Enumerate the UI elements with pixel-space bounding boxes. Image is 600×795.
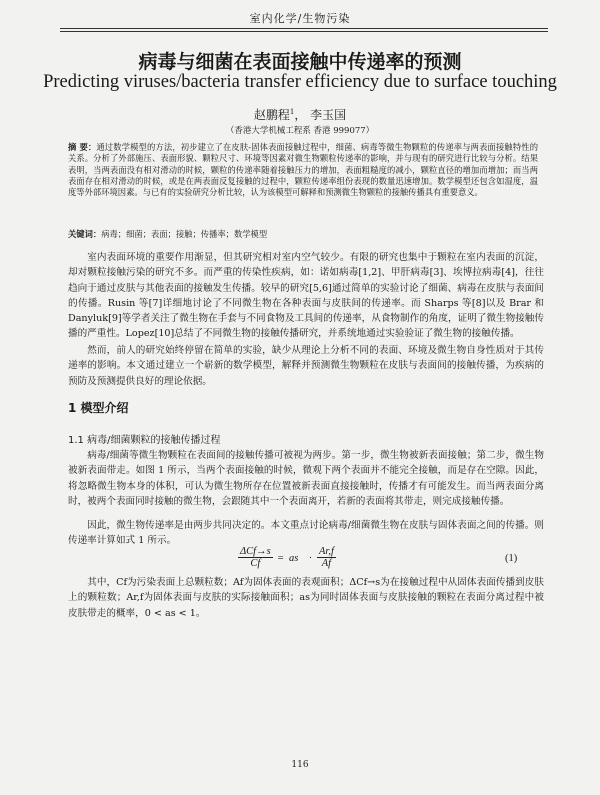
equation-1 bbox=[0, 546, 600, 572]
paragraph-text: 其中，Cf为污染表面上总颗粒数；Af为固体表面的表观面积；ΔCf→s为在接触过程中从固体表面传播到皮肤上的颗粒数；Ar,f为固体表面与皮肤的实际接触面积；as为同时固体表面与皮肤接触的颗粒在表面分离过程中被皮肤带走的概率，0 < as < 1。 bbox=[68, 577, 544, 619]
intro-paragraph-1 bbox=[68, 250, 544, 342]
keywords-text: 病毒；细菌；表面；接触；传播率；数学模型 bbox=[101, 229, 268, 239]
equation-dot: · bbox=[309, 553, 312, 564]
equation-lhs-numerator: ΔCf→s bbox=[240, 546, 271, 557]
abstract-text: 通过数学模型的方法，初步建立了在皮肤-固体表面接触过程中，细菌、病毒等微生物颗粒的传递率与两表面接触特性的关系。分析了外部施压、表面形貌、颗粒尺寸、环境等因素对微生物颗粒传递率的影响，并与现有的研究进行比较与分析。结果表明，当两表面没有相对滑动的时候，颗粒的传递率随着接触压力的增加，表面粗糙度的减小，颗粒直径的增加而增加；而当两表面存在相对滑动的时候，或是在两表面反复接触的过程中，颗粒传递率组份表现的数量迅速增加。数学模型还包含如湿度，温度等外部环境因素。与已有的实验研究分析比较，认为该模型可解释和预测微生物颗粒的接触传播具有重要意义。 bbox=[68, 142, 539, 198]
title-chinese: 病毒与细菌在表面接触中传递率的预测 bbox=[138, 51, 462, 73]
author-1: 赵鹏程 bbox=[253, 108, 290, 122]
paragraph-text: 室内表面环境的重要作用渐显，但其研究相对室内空气较少。有限的研究也集中于颗粒在室内表面的沉淀，却对颗粒接触污染的研究不多。而严重的传染性疾病，如：诺如病毒[1,2]、甲肝病毒[3]、埃博拉病毒[4]，往往趋向于通过皮肤与其他表面的接触发生传播。较早的研究[5,6]通过简单的实验讨论了细菌、病毒在皮肤与表面间的传播。Rusin 等[7]详细地讨论了不同微生物在各种表面与皮肤间的传递率。而 Sharps 等[8]以及 Brar 和 Danyluk[9]等学者关注了微生物在手套与不同食物及工具间的传递率，从食物制作的角度，证明了微生物接触传播的严重性。Lopez[10]总结了不同微生物的接触传播研究，并系统地通过实验验证了微生物的接触传播。 bbox=[68, 252, 544, 340]
equation-rhs-fraction bbox=[317, 546, 336, 569]
equation-lhs-fraction bbox=[238, 546, 273, 569]
author-2: 李玉国 bbox=[310, 108, 347, 122]
subsection-heading: 1.1 病毒/细菌颗粒的接触传播过程 bbox=[68, 435, 221, 446]
equation-coefficient: as bbox=[289, 553, 299, 564]
equation-number: (1) bbox=[505, 553, 518, 564]
section-heading: 1 模型介绍 bbox=[68, 401, 129, 415]
header-rule-secondary bbox=[60, 31, 548, 32]
method-paragraph-1 bbox=[68, 448, 544, 509]
method-paragraph-3 bbox=[68, 575, 544, 621]
paragraph-text: 因此，微生物传递率是由两步共同决定的。本文重点讨论病毒/细菌微生物在皮肤与固体表面之间的传播。则传递率计算如式 1 所示。 bbox=[68, 520, 544, 547]
page-number: 116 bbox=[291, 760, 309, 770]
paragraph-text: 然而，前人的研究始终停留在简单的实验，缺少从理论上分析不同的表面、环境及微生物自身性质对于其传递率的影响。本文通过建立一个崭新的数学模型，解释并预测微生物颗粒在皮肤与表面间的接触传播，为疾病的预防及预测提供良好的理论依据。 bbox=[68, 345, 544, 387]
affiliation: （香港大学机械工程系 香港 999077） bbox=[225, 126, 375, 136]
title-english: Predicting viruses/bacteria transfer efficiency due to surface touching bbox=[43, 72, 557, 92]
equation-rhs-denominator: Af bbox=[321, 558, 332, 569]
intro-paragraph-2 bbox=[68, 343, 544, 389]
abstract bbox=[68, 142, 538, 198]
author-1-affil-mark: 1 bbox=[289, 108, 295, 116]
running-header: 室内化学/生物污染 bbox=[249, 12, 351, 25]
header-rule bbox=[60, 28, 548, 29]
authors: 赵鹏程$^1$， 李玉国 bbox=[253, 108, 347, 122]
keywords bbox=[68, 228, 538, 240]
equation-lhs-denominator: Cf bbox=[250, 558, 261, 569]
paragraph-text: 病毒/细菌等微生物颗粒在表面间的接触传播可被视为两步。第一步，微生物被新表面接触；第二步，微生物被新表面带走。如图 1 所示，当两个表面接触的时候，微观下两个表面并不能完全接触，而是存在空隙。因此，将忽略微生物本身的体积，可认为微生物所存在位置被新表面直接接触时，传播才有可能发生。而当两表面分离时，被两个表面同时接触的微生物，会跟随其中一个表面离开，若新的表面将其带走，则完成接触传播。 bbox=[68, 450, 544, 507]
equation-equals: = bbox=[277, 553, 285, 564]
keywords-label: 关键词： bbox=[68, 229, 102, 239]
abstract-label: 摘 要： bbox=[68, 142, 97, 152]
method-paragraph-2 bbox=[68, 518, 544, 549]
equation-rhs-numerator: Ar,f bbox=[319, 546, 334, 557]
